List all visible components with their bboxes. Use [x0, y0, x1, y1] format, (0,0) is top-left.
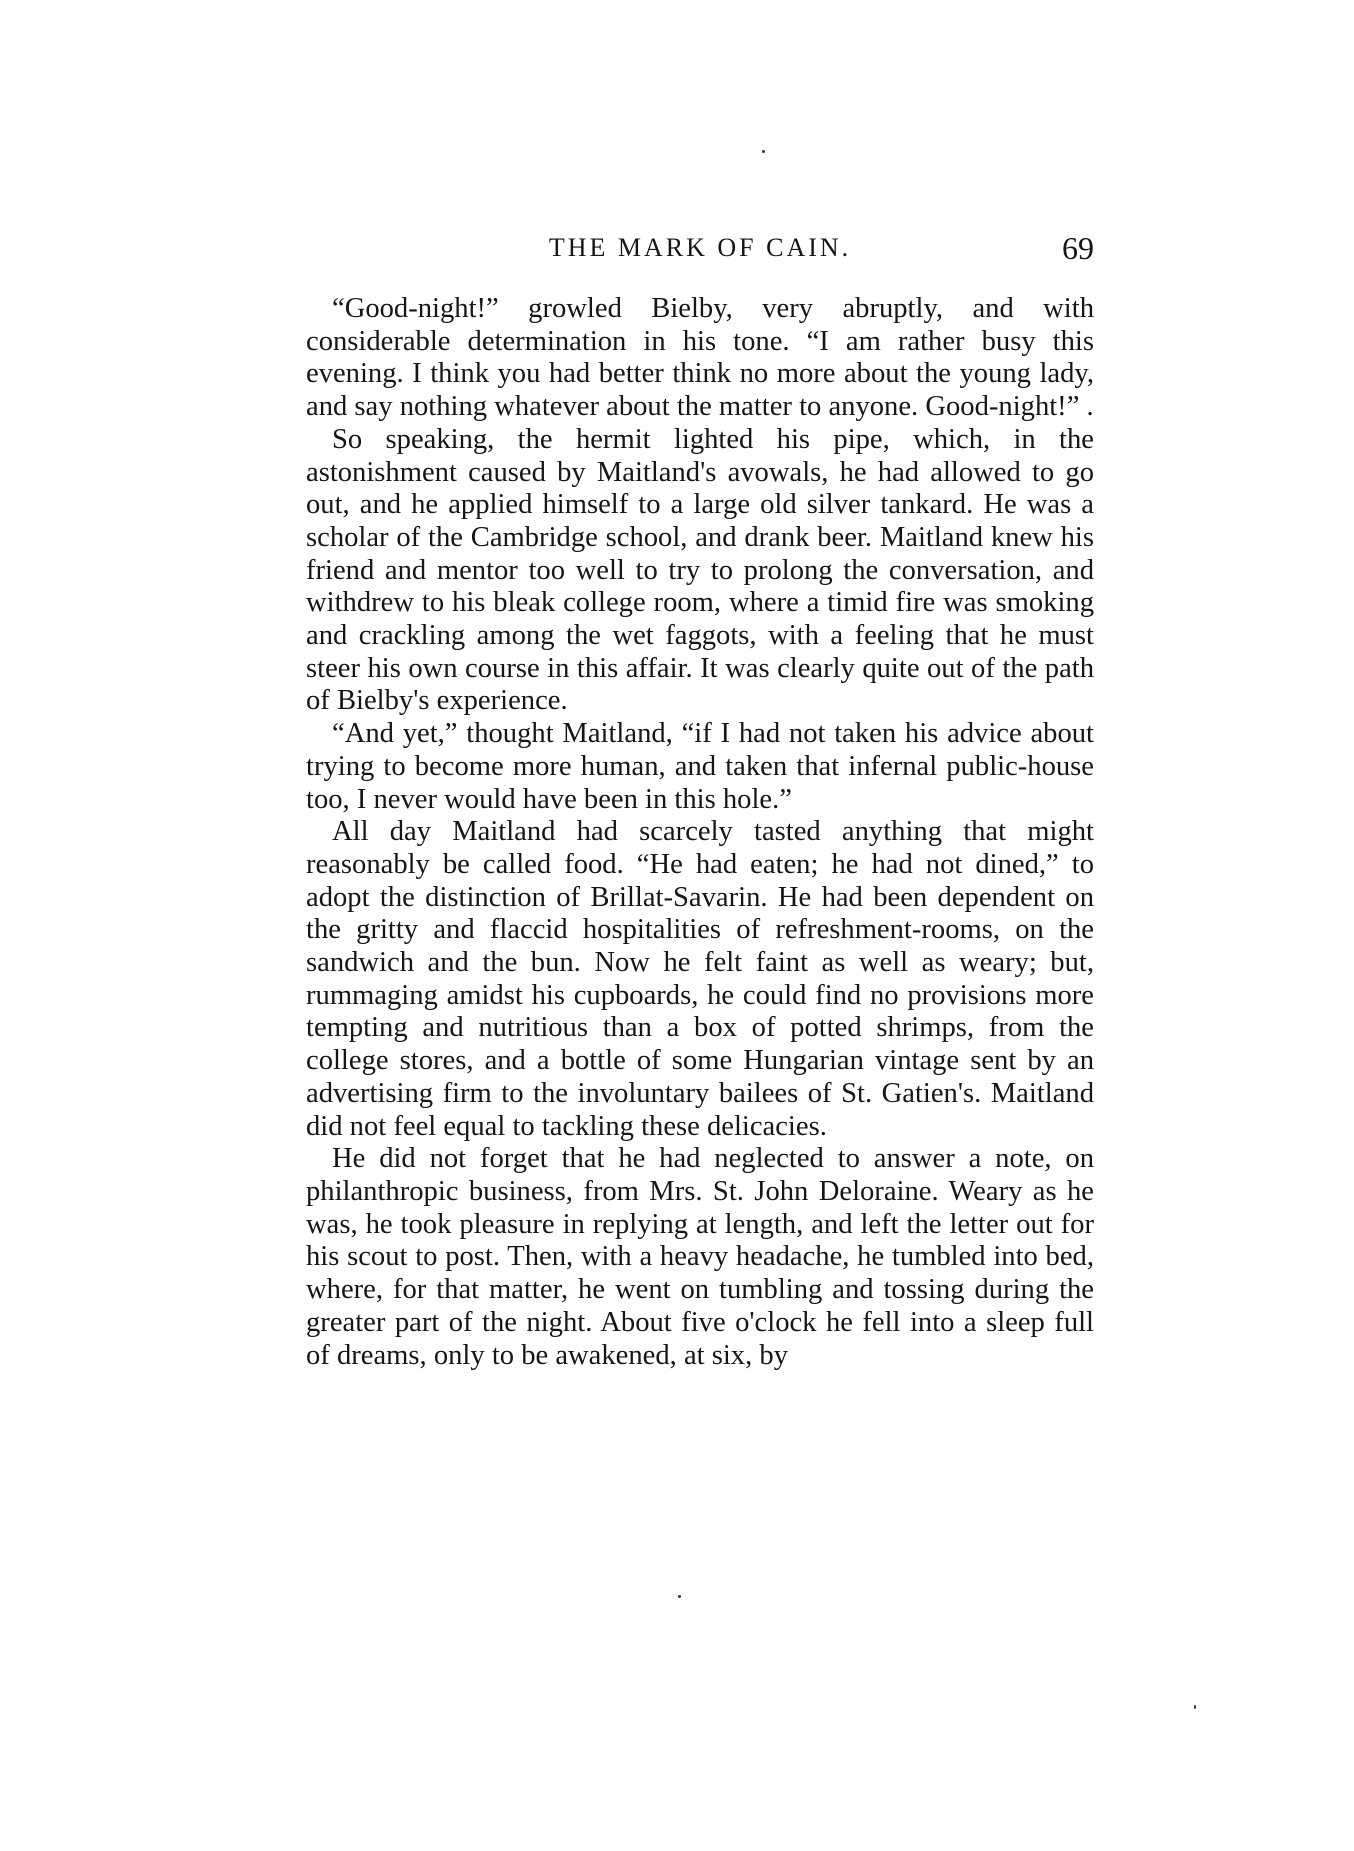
paragraph-2: So speaking, the hermit lighted his pipe, which, in the astonishment caused by Maitland's avowals, he had allowed to go out, and he applied himself to a large old silver tankard. He was a scholar of the Cambridge school, and drank beer. Maitland knew his friend and mentor too well to try to prolong the conversation, and withdrew to his bleak college room, where a timid fire was smoking and crackling among the wet faggots, with a feeling that he must steer his own course in this affair. It was clearly quite out of the path of Bielby's experience.	[306, 423, 1094, 717]
page-number: 69	[1062, 230, 1094, 266]
print-speck	[1194, 1705, 1196, 1709]
print-speck	[678, 1595, 681, 1598]
paragraph-3: “And yet,” thought Maitland, “if I had not taken his advice about trying to become more human, and taken that infernal public-house too, I never would have been in this hole.”	[306, 718, 1094, 815]
paragraph-5: He did not forget that he had neglected to answer a note, on philanthropic business, from Mrs. St. John Deloraine. Weary as he was, he took pleasure in replying at length, and left the letter out for his scout to post. Then, with a heavy headache, he tumbled into bed, where, for that matter, he went on tumbling and tossing during the greater part of the night. About five o'clock he fell into a sleep full of dreams, only to be awakened, at six, by	[306, 1143, 1094, 1371]
running-head-title: THE MARK OF CAIN.	[548, 233, 852, 262]
paragraph-1: “Good-night!” growled Bielby, very abruptly, and with considerable determination in his tone. “I am rather busy this evening. I think you had better think no more about the young lady, and say nothing whatever about the matter to anyone. Good-night!” .	[306, 293, 1094, 423]
body-text	[306, 293, 1094, 1372]
running-head	[306, 228, 1094, 268]
print-speck	[762, 150, 765, 153]
paragraph-4: All day Maitland had scarcely tasted anything that might reasonably be called food. “He had eaten; he had not dined,” to adopt the distinction of Brillat-Savarin. He had been dependent on the gritty and flaccid hospitalities of refreshment-rooms, on the sandwich and the bun. Now he felt faint as well as weary; but, rummaging amidst his cupboards, he could find no provisions more tempting and nutritious than a box of potted shrimps, from the college stores, and a bottle of some Hungarian vintage sent by an advertising firm to the involuntary bailees of St. Gatien's. Maitland did not feel equal to tackling these delicacies.	[306, 816, 1094, 1142]
